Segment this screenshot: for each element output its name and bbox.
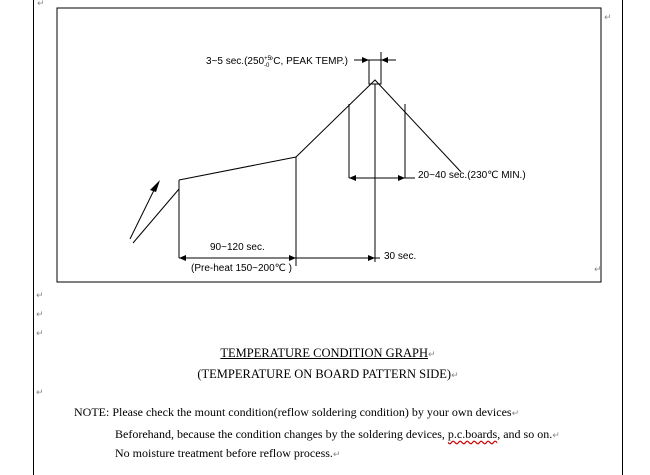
paragraph-mark: ↵: [604, 13, 612, 23]
reflow-arrow-head: [398, 175, 405, 181]
graph-frame: [57, 8, 601, 282]
paragraph-mark: ↵: [332, 450, 341, 460]
rising-arrow: [133, 189, 179, 243]
paragraph-mark: ↵: [36, 388, 44, 398]
preheat-time-label: 90~120 sec.: [210, 242, 265, 253]
paragraph-mark: ↵: [552, 431, 560, 441]
note-line-2: Beforehand, because the condition changes by the soldering devices, p.c.boards, and so on.↵: [115, 427, 560, 441]
graph-caption-title: [34, 346, 622, 361]
cooling-arrow-head: [368, 255, 375, 261]
peak-temp-label: 3~5 $\sec.(250^{+5}$ -0°C, PEAK TEMP.): [206, 56, 348, 69]
graph-subtitle: (TEMPERATURE ON BOARD PATTERN SIDE): [197, 367, 452, 381]
cooling-time-label: 30 sec.: [384, 251, 417, 262]
paragraph-mark: ↵: [594, 265, 602, 275]
peak-arrow-head: [381, 57, 388, 63]
paragraph-mark: ↵: [36, 329, 44, 339]
paragraph-mark: ↵: [36, 310, 44, 320]
paragraph-mark: ↵: [428, 350, 436, 360]
peak-arrow-head: [362, 57, 369, 63]
temperature-profile-line: [179, 80, 461, 180]
paragraph-mark: ↵: [511, 409, 520, 419]
reflow-arrow-head: [349, 175, 356, 181]
preheat-temp-label: (Pre-heat 150~200℃ ): [191, 263, 293, 274]
graph-caption-subtitle: [34, 367, 622, 382]
rising-arrow-head: [150, 180, 160, 192]
note-line-1: NOTE: Please check the mount condition(reflow soldering condition) by your own devices↵: [74, 405, 520, 419]
note-line-3: No moisture treatment before reflow process.↵: [115, 446, 341, 460]
paragraph-mark: ↵: [37, 0, 45, 9]
reflow-time-label: 20~40 sec.(230℃ MIN.): [418, 170, 526, 181]
preheat-arrow-head: [289, 255, 296, 261]
paragraph-mark: ↵: [36, 291, 44, 301]
paragraph-mark: ↵: [451, 371, 459, 381]
spellcheck-flagged-word: p.c.boards: [447, 427, 498, 441]
preheat-arrow-head: [179, 255, 186, 261]
graph-title: TEMPERATURE CONDITION GRAPH: [220, 346, 429, 360]
